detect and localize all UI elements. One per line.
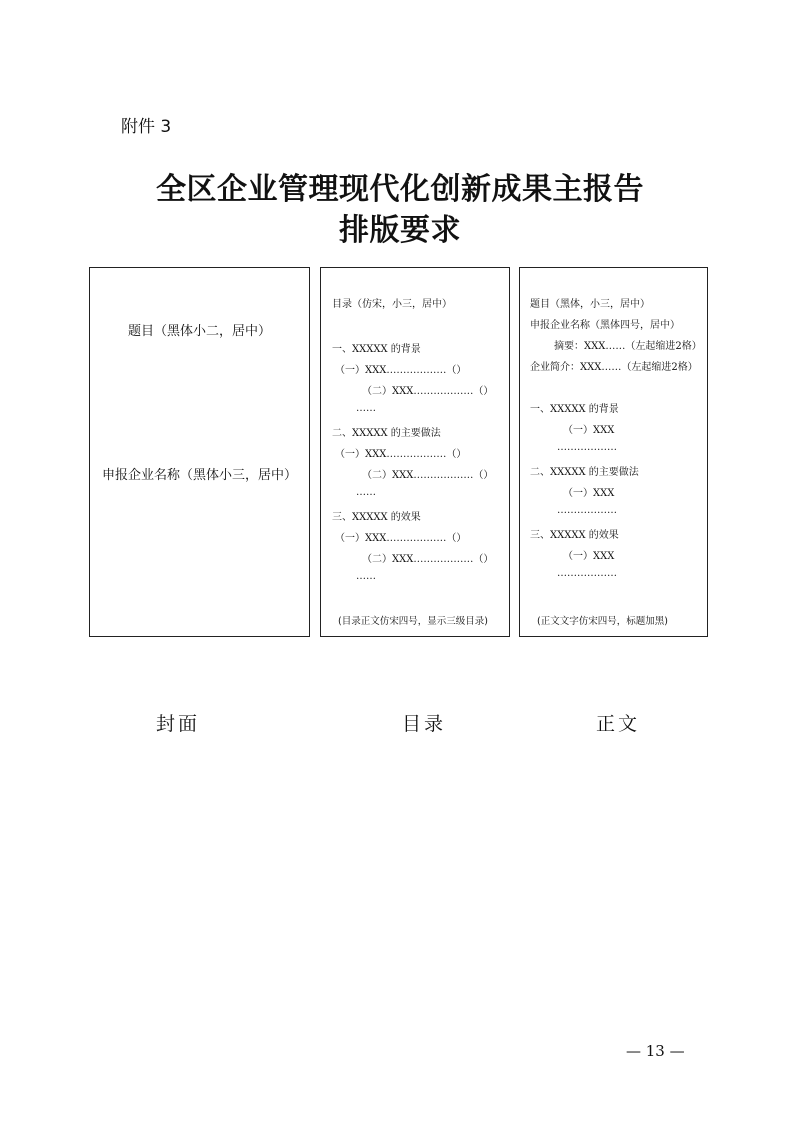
cover-sample-box <box>89 267 310 637</box>
body-line: （一）XXX <box>563 488 615 499</box>
caption-cover: 封面 <box>156 713 201 735</box>
body-line: 企业简介：XXX……（左起缩进2格） <box>530 362 698 373</box>
toc-line: 三、XXXXX 的效果 <box>332 512 421 523</box>
caption-toc: 目录 <box>402 713 447 735</box>
body-line: ……………… <box>557 505 617 516</box>
toc-sample-box <box>320 267 510 637</box>
cover-title-spec: 题目（黑体小二，居中） <box>127 324 271 339</box>
cover-company-spec: 申报企业名称（黑体小三，居中） <box>101 468 297 483</box>
toc-heading: 目录（仿宋，小三，居中） <box>332 299 452 310</box>
toc-line: （二）XXX………………（） <box>362 470 494 481</box>
toc-note: (目录正文仿宋四号，显示三级目录) <box>338 616 488 627</box>
toc-line: （一）XXX………………（） <box>335 365 467 376</box>
body-line: ……………… <box>557 442 617 453</box>
document-title: 全区企业管理现代化创新成果主报告 <box>156 172 644 207</box>
body-line: （一）XXX <box>563 425 615 436</box>
caption-body: 正文 <box>596 713 641 735</box>
body-line: ……………… <box>557 568 617 579</box>
body-sample-box <box>519 267 708 637</box>
document-subtitle: 排版要求 <box>339 213 461 248</box>
toc-line: （一）XXX………………（） <box>335 533 467 544</box>
toc-line: …… <box>356 487 376 498</box>
toc-line: （二）XXX………………（） <box>362 386 494 397</box>
page-number: — 13 — <box>626 1042 685 1060</box>
toc-line: （二）XXX………………（） <box>362 554 494 565</box>
body-line: （一）XXX <box>563 551 615 562</box>
body-note: (正文文字仿宋四号，标题加黑) <box>537 616 668 627</box>
body-line: 三、XXXXX 的效果 <box>530 530 619 541</box>
toc-line: …… <box>356 403 376 414</box>
body-line: 申报企业名称（黑体四号，居中） <box>530 320 680 331</box>
toc-line: （一）XXX………………（） <box>335 449 467 460</box>
body-line: 一、XXXXX 的背景 <box>530 404 619 415</box>
toc-line: …… <box>356 571 376 582</box>
body-line: 题目（黑体，小三，居中） <box>530 299 650 310</box>
body-line: 二、XXXXX 的主要做法 <box>530 467 639 478</box>
toc-line: 一、XXXXX 的背景 <box>332 344 421 355</box>
body-line: 摘要：XXX……（左起缩进2格） <box>554 341 702 352</box>
toc-line: 二、XXXXX 的主要做法 <box>332 428 441 439</box>
attachment-label: 附件 3 <box>121 117 172 137</box>
